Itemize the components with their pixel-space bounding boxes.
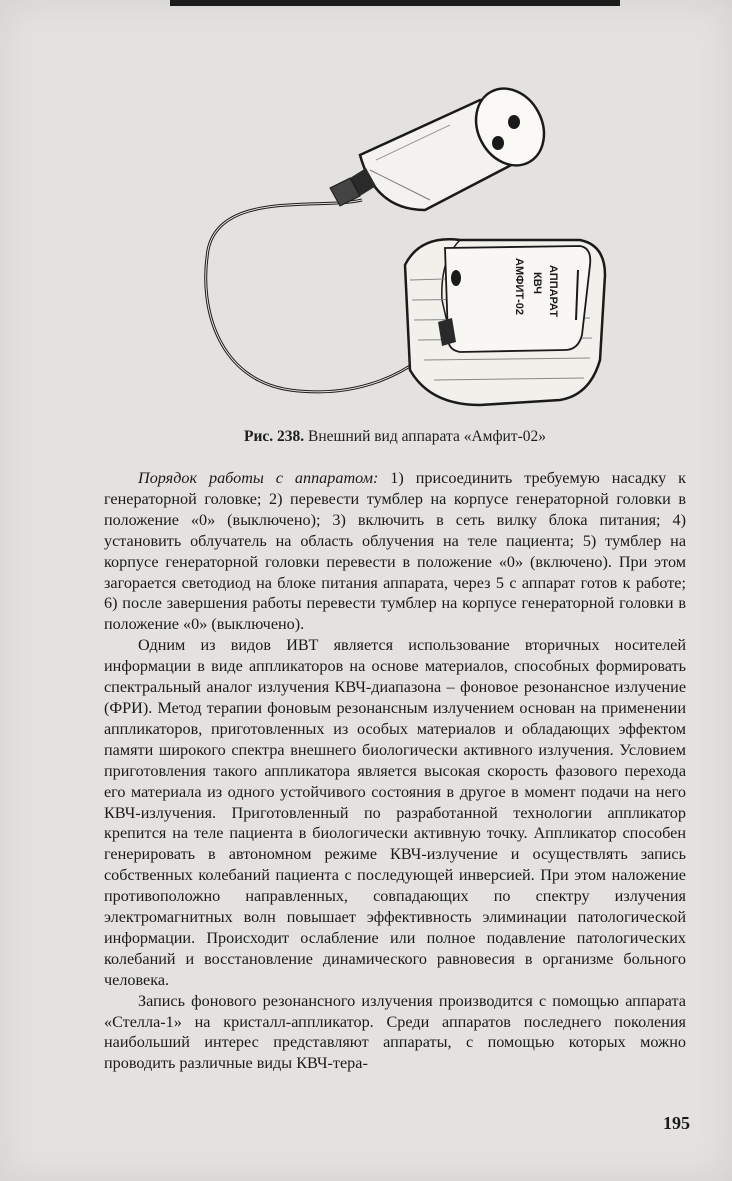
device-illustration [180, 60, 620, 420]
paragraph-procedure [104, 468, 686, 635]
paragraph-fri: Одним из видов ИВТ является использование вторичных носителей информации в виде аппликаторов на основе материалов, способных формировать спектральный аналог излучения КВЧ-диапазона – фоновое резонансное излучение (ФРИ). Метод терапии фоновым резонансным излучением основан на применении аппликаторов, приготовленных из особых материалов и обладающих эффектом памяти широкого спектра внешнего биологически активного излучения. Условием приготовления такого аппликатора является высокая скорость фазового перехода его материала из одного устойчивого состояния в другое в момент подачи на него КВЧ-излучения. Приготовленный по разработанной технологии аппликатор крепится на теле пациента в биологически активную точку. Аппликатор способен генерировать в автономном режиме КВЧ-излучение и осуществлять запись собственных колебаний пациента с последующей инверсией. При этом наложение противоположно направленных, совпадающих по спектру излучения электромагнитных волн повышает эффективность элиминации патологической информации. Происходит ослабление или полное подавление патологических колебаний и восстановление динамического равновесия в организме больного человека. [104, 636, 686, 989]
device-label-line1: АППАРАТ [547, 265, 559, 318]
page-top-edge [170, 0, 620, 6]
figure-caption [100, 428, 690, 446]
led-indicator [451, 270, 461, 286]
figure-number: Рис. 238. [244, 428, 305, 445]
generator-head [330, 77, 557, 210]
figure-caption-text: Внешний вид аппарата «Амфит-02» [308, 428, 546, 445]
device-label-line2: КВЧ [531, 272, 543, 294]
paragraph-stella: Запись фонового резонансного излучения производится с помощью аппарата «Стелла-1» на кристалл-аппликатор. Среди аппаратов последнего поколения наибольший интерес представляют аппараты, с помощью которых можно проводить различные виды КВЧ-тера- [104, 991, 686, 1073]
power-supply-unit [405, 239, 605, 405]
body-text [104, 468, 686, 1074]
procedure-text: 1) присоединить требуемую насадку к генераторной головке; 2) перевести тумблер на корпусе генераторной головки в положение «0» (выключено); 3) включить в сеть вилку блока питания; 4) установить облучатель на область облучения на теле пациента; 5) тумблер на корпусе генераторной головки перевести в положение «0» (включено). При этом загорается светодиод на блоке питания аппарата, через 5 с аппарат готов к работе; 6) после завершения работы перевести тумблер на корпусе генераторной головки в положение «0» (выключено). [104, 469, 686, 634]
page-number: 195 [663, 1113, 690, 1133]
device-label-line3: АМФИТ-02 [513, 258, 525, 316]
amfit-02-drawing [180, 60, 620, 420]
procedure-lead: Порядок работы с аппаратом: [138, 469, 379, 487]
